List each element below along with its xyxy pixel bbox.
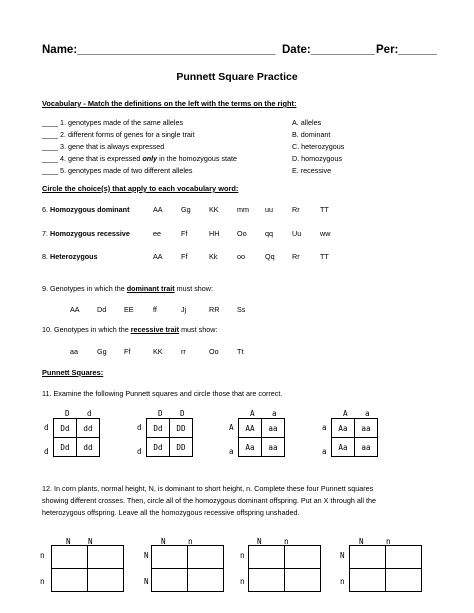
allele-label: a	[365, 409, 370, 418]
allele-label: D	[158, 409, 163, 418]
punnett-cell-blank[interactable]	[52, 569, 88, 592]
choice-option[interactable]: TT	[320, 205, 329, 214]
question-12-line-2: showing different crosses. Then, circle all of the homozygous dominant offspring. Put an X through all the	[42, 496, 377, 505]
punnett-cell-blank[interactable]	[152, 569, 188, 592]
allele-label: a	[322, 447, 327, 456]
choice-option[interactable]: Ff	[124, 347, 131, 356]
choice-option[interactable]: Gg	[97, 347, 107, 356]
punnett-cell: Dd	[54, 419, 77, 438]
punnett-cell-blank[interactable]	[52, 546, 88, 569]
punnett-square-1	[53, 418, 100, 457]
allele-label: n	[40, 551, 45, 560]
punnett-cross-2	[151, 545, 224, 592]
date-blank[interactable]: __________	[310, 44, 375, 56]
allele-label: N	[257, 537, 262, 546]
punnett-cross-4	[349, 545, 422, 592]
vocab-term-c: C. heterozygous	[292, 142, 345, 151]
choice-option[interactable]: Uu	[292, 229, 302, 238]
answer-blank[interactable]: ____	[42, 154, 58, 163]
choice-option[interactable]: ww	[320, 229, 331, 238]
choice-option[interactable]: KK	[153, 347, 163, 356]
choice-option[interactable]: Qq	[265, 252, 275, 261]
vocab-def-5: ____ 5. genotypes made of two different alleles	[42, 166, 193, 175]
vocab-def-3: ____ 3. gene that is always expressed	[42, 142, 165, 151]
choice-option[interactable]: Ff	[181, 252, 188, 261]
allele-label: N	[340, 551, 345, 560]
page-title: Punnett Square Practice	[176, 71, 298, 83]
allele-label: N	[144, 551, 149, 560]
allele-label: n	[386, 537, 391, 546]
vocab-def-2: ____ 2. different forms of genes for a single trait	[42, 130, 195, 139]
punnett-cell: Dd	[54, 438, 77, 457]
choice-option[interactable]: Kk	[209, 252, 218, 261]
choice-option[interactable]: TT	[320, 252, 329, 261]
choice-option[interactable]: Dd	[97, 305, 107, 314]
vocab-word-6: 6. Homozygous dominant	[42, 205, 130, 214]
question-12-line-1: 12. In corn plants, normal height, N, is dominant to short height, n. Complete these four Punnett squares	[42, 484, 374, 493]
answer-blank[interactable]: ____	[42, 130, 58, 139]
allele-label: d	[44, 447, 49, 456]
punnett-cross-3	[248, 545, 321, 592]
choice-option[interactable]: rr	[181, 347, 186, 356]
answer-blank[interactable]: ____	[42, 142, 58, 151]
period-label: Per:	[376, 44, 399, 56]
choice-option[interactable]: ff	[153, 305, 157, 314]
allele-label: A	[250, 409, 255, 418]
punnett-cell-blank[interactable]	[249, 569, 285, 592]
allele-label: n	[240, 577, 245, 586]
choice-option[interactable]: Rr	[292, 205, 300, 214]
punnett-cell: aa	[355, 438, 378, 457]
punnett-cell: Aa	[332, 419, 355, 438]
choice-option[interactable]: AA	[70, 305, 80, 314]
allele-label: D	[180, 409, 185, 418]
allele-label: d	[137, 423, 142, 432]
punnett-cell: aa	[262, 438, 285, 457]
allele-label: n	[240, 551, 245, 560]
choice-option[interactable]: EE	[124, 305, 134, 314]
choice-option[interactable]: qq	[265, 229, 273, 238]
period-field[interactable]	[376, 44, 437, 56]
choice-option[interactable]: Tt	[237, 347, 244, 356]
punnett-cell: Dd	[147, 438, 170, 457]
name-field[interactable]	[42, 44, 275, 56]
choice-option[interactable]: Rr	[292, 252, 300, 261]
choice-option[interactable]: uu	[265, 205, 273, 214]
choice-option[interactable]: Oo	[209, 347, 219, 356]
choice-option[interactable]: AA	[153, 205, 163, 214]
punnett-cell: Dd	[147, 419, 170, 438]
choice-option[interactable]: Ff	[181, 229, 188, 238]
question-10: 10. Genotypes in which the recessive trait must show:	[42, 325, 218, 334]
punnett-cell: aa	[262, 419, 285, 438]
choice-option[interactable]: RR	[209, 305, 220, 314]
allele-label: N	[88, 537, 93, 546]
allele-label: N	[144, 577, 149, 586]
name-blank[interactable]: _______________________________	[77, 44, 276, 56]
punnett-cell: dd	[77, 419, 100, 438]
date-field[interactable]	[282, 44, 375, 56]
punnett-cell-blank[interactable]	[88, 569, 124, 592]
allele-label: D	[65, 409, 70, 418]
allele-label: n	[188, 537, 193, 546]
allele-label: n	[284, 537, 289, 546]
punnett-cell-blank[interactable]	[350, 569, 386, 592]
punnett-cell-blank[interactable]	[285, 546, 321, 569]
question-12-line-3: heterozygous offspring. Leave all the homozygous recessive offspring unshaded.	[42, 508, 300, 517]
answer-blank[interactable]: ____	[42, 118, 58, 127]
punnett-cell: AA	[239, 419, 262, 438]
punnett-cell-blank[interactable]	[152, 546, 188, 569]
vocab-term-e: E. recessive	[292, 166, 332, 175]
punnett-square-3	[238, 418, 285, 457]
allele-label: a	[229, 447, 234, 456]
punnett-cell-blank[interactable]	[249, 546, 285, 569]
choice-option[interactable]: Gg	[181, 205, 191, 214]
vocab-def-1: ____ 1. genotypes made of the same alleles	[42, 118, 184, 127]
choice-option[interactable]: Ss	[237, 305, 246, 314]
date-label: Date:	[282, 44, 311, 56]
allele-label: d	[87, 409, 92, 418]
vocab-heading: Vocabulary - Match the definitions on the left with the terms on the right:	[42, 99, 297, 108]
punnett-cell: DD	[170, 438, 193, 457]
question-9: 9. Genotypes in which the dominant trait must show:	[42, 284, 213, 293]
choice-option[interactable]: KK	[209, 205, 219, 214]
period-blank[interactable]: ______	[398, 44, 437, 56]
punnett-cell: DD	[170, 419, 193, 438]
punnett-cell: dd	[77, 438, 100, 457]
question-11: 11. Examine the following Punnett squares and circle those that are correct.	[42, 389, 283, 398]
punnett-cross-1	[51, 545, 124, 592]
choice-option[interactable]: AA	[153, 252, 163, 261]
choice-option[interactable]: HH	[209, 229, 220, 238]
allele-label: N	[359, 537, 364, 546]
choice-option[interactable]: Jj	[181, 305, 187, 314]
name-label: Name:	[42, 44, 78, 56]
punnett-cell-blank[interactable]	[88, 546, 124, 569]
punnett-cell: Aa	[332, 438, 355, 457]
circle-heading: Circle the choice(s) that apply to each vocabulary word:	[42, 184, 239, 193]
choice-option[interactable]: oo	[237, 252, 245, 261]
choice-option[interactable]: Oo	[237, 229, 247, 238]
punnett-cell-blank[interactable]	[386, 546, 422, 569]
allele-label: N	[161, 537, 166, 546]
punnett-cell: aa	[355, 419, 378, 438]
punnett-cell-blank[interactable]	[350, 546, 386, 569]
choice-option[interactable]: mm	[237, 205, 249, 214]
choice-option[interactable]: aa	[70, 347, 78, 356]
allele-label: A	[229, 423, 234, 432]
vocab-term-d: D. homozygous	[292, 154, 342, 163]
allele-label: d	[137, 447, 142, 456]
choice-option[interactable]: ee	[153, 229, 161, 238]
punnett-cell-blank[interactable]	[285, 569, 321, 592]
vocab-term-a: A. alleles	[292, 118, 322, 127]
punnett-cell: Aa	[239, 438, 262, 457]
allele-label: A	[343, 409, 348, 418]
allele-label: N	[66, 537, 71, 546]
punnett-cell-blank[interactable]	[188, 546, 224, 569]
punnett-heading: Punnett Squares:	[42, 368, 104, 377]
allele-label: n	[340, 577, 345, 586]
allele-label: n	[40, 577, 45, 586]
vocab-word-8: 8. Heterozygous	[42, 252, 98, 261]
punnett-cell-blank[interactable]	[188, 569, 224, 592]
answer-blank[interactable]: ____	[42, 166, 58, 175]
punnett-square-2	[146, 418, 193, 457]
vocab-def-4: ____ 4. gene that is expressed only in the homozygous state	[42, 154, 238, 163]
vocab-word-7: 7. Homozygous recessive	[42, 229, 130, 238]
allele-label: d	[44, 423, 49, 432]
allele-label: a	[322, 423, 327, 432]
punnett-cell-blank[interactable]	[386, 569, 422, 592]
allele-label: a	[272, 409, 277, 418]
punnett-square-4	[331, 418, 378, 457]
vocab-term-b: B. dominant	[292, 130, 331, 139]
